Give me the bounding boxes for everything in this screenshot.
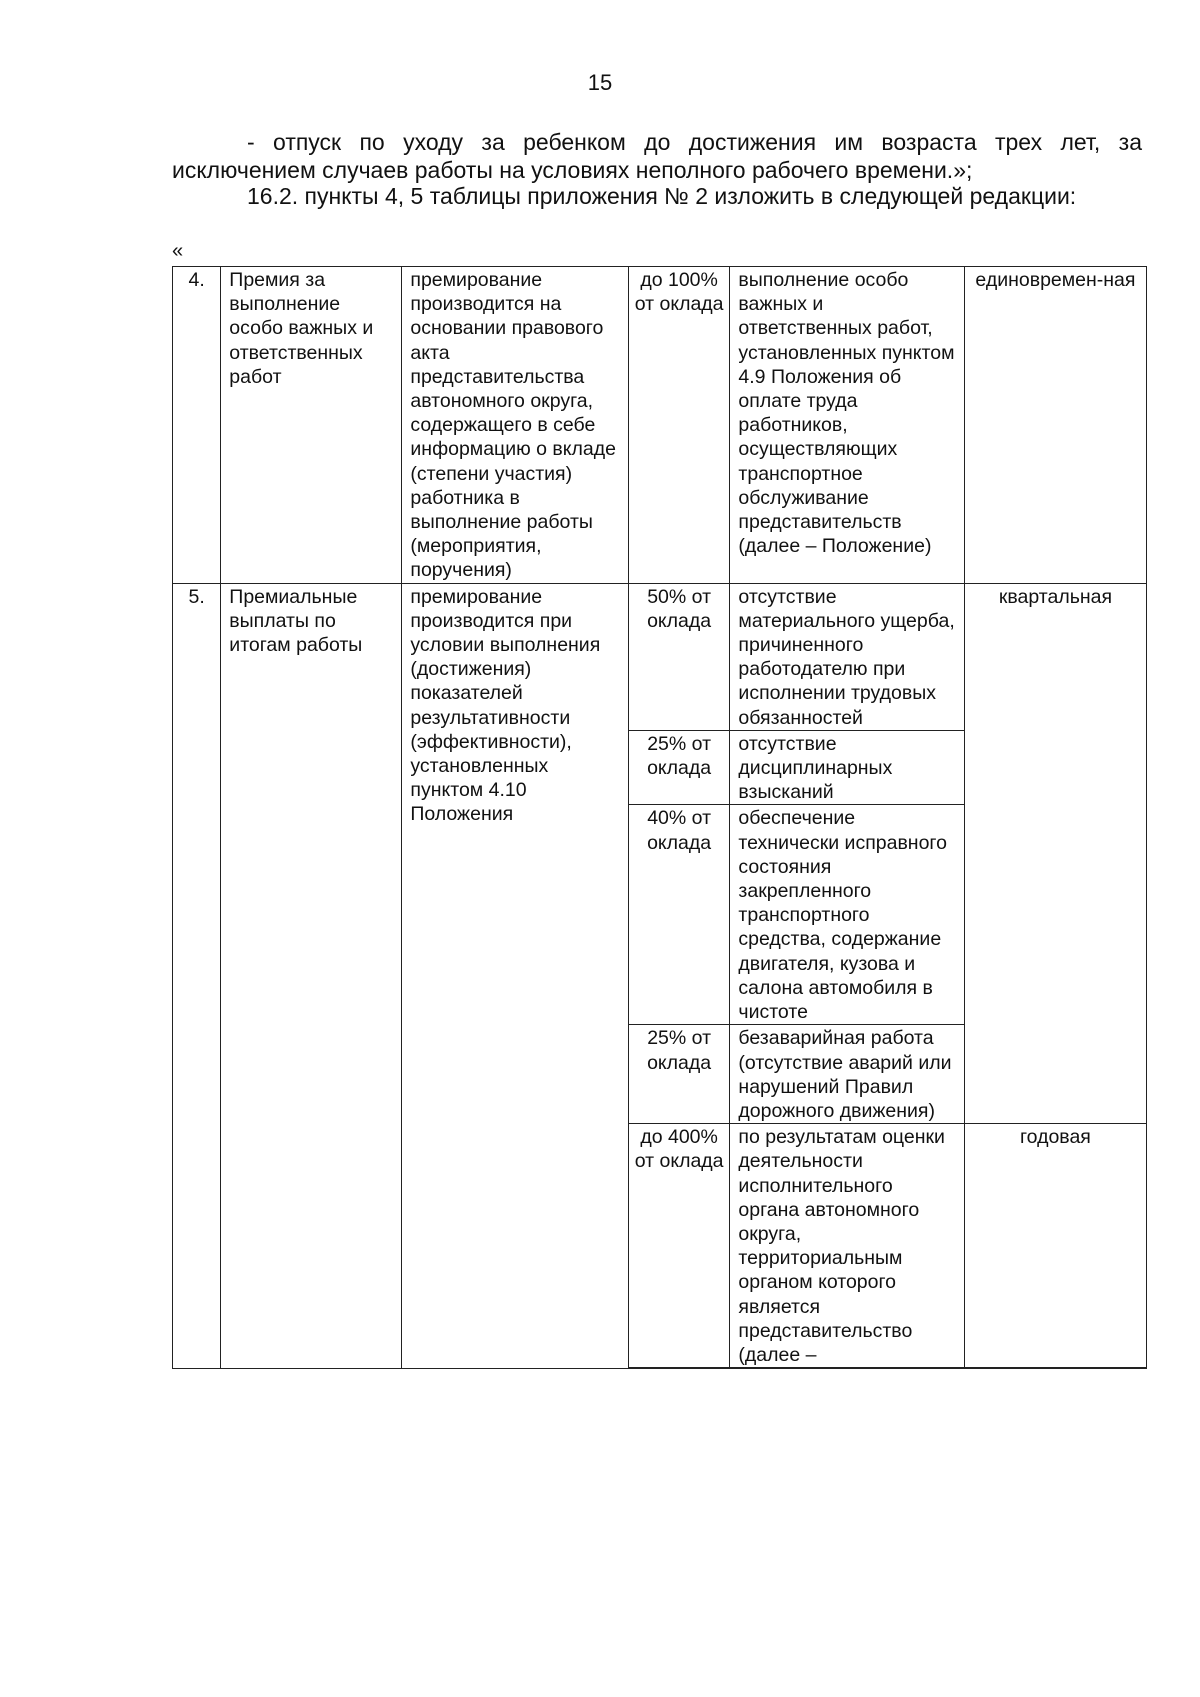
payment-percent: до 100% от оклада [628,267,730,584]
payment-percent: 40% от оклада [628,805,730,1025]
payment-percent: до 400% от оклада [628,1124,730,1369]
payment-percent: 25% от оклада [628,1025,730,1124]
paragraph-amendment-text: 16.2. пункты 4, 5 таблицы приложения № 2 изложить в следующей редакции: [247,183,1077,209]
paragraph-leave-text: - отпуск по уходу за ребенком до достижения им возраста трех лет, за исключением случаев работы на условиях неполного рабочего времени.»; [172,129,1142,183]
payment-percent: 50% от оклада [628,583,730,730]
paragraph-amendment [172,182,1142,210]
bonus-table [172,266,1147,1369]
table-row [173,267,1147,584]
page-number: 15 [587,70,613,95]
row-number: 4. [173,267,221,584]
payment-name: Премия за выполнение особо важных и ответственных работ [221,267,402,584]
payment-criterion: отсутствие материального ущерба, причиненного работодателю при исполнении трудовых обязанностей [730,583,964,730]
payment-criterion: выполнение особо важных и ответственных работ, установленных пунктом 4.9 Положения об оплате труда работников, осуществляющих транспортное обслуживание представительств (далее – Положение) [730,267,964,584]
row-number: 5. [173,583,221,1368]
payment-period: годовая [964,1124,1146,1369]
payment-criterion: по результатам оценки деятельности исполнительного органа автономного округа, территориальным органом которого является представительство (далее – [730,1124,964,1369]
payment-period: квартальная [964,583,1146,1123]
payment-percent: 25% от оклада [628,730,730,805]
open-quote: « [172,240,184,262]
payment-criterion: отсутствие дисциплинарных взысканий [730,730,964,805]
table-row [173,583,1147,730]
payment-condition: премирование производится при условии выполнения (достижения) показателей результативности (эффективности), установленных пунктом 4.10 Положения [402,583,628,1368]
payment-name: Премиальные выплаты по итогам работы [221,583,402,1368]
paragraph-leave [172,128,1142,184]
payment-criterion: безаварийная работа (отсутствие аварий или нарушений Правил дорожного движения) [730,1025,964,1124]
payment-condition: премирование производится на основании правового акта представительства автономного округа, содержащего в себе информацию о вкладе (степени участия) работника в выполнение работы (мероприятия, поручения) [402,267,628,584]
payment-period: единовремен-ная [964,267,1146,584]
payment-criterion: обеспечение технически исправного состояния закрепленного транспортного средства, содержание двигателя, кузова и салона автомобиля в чистоте [730,805,964,1025]
